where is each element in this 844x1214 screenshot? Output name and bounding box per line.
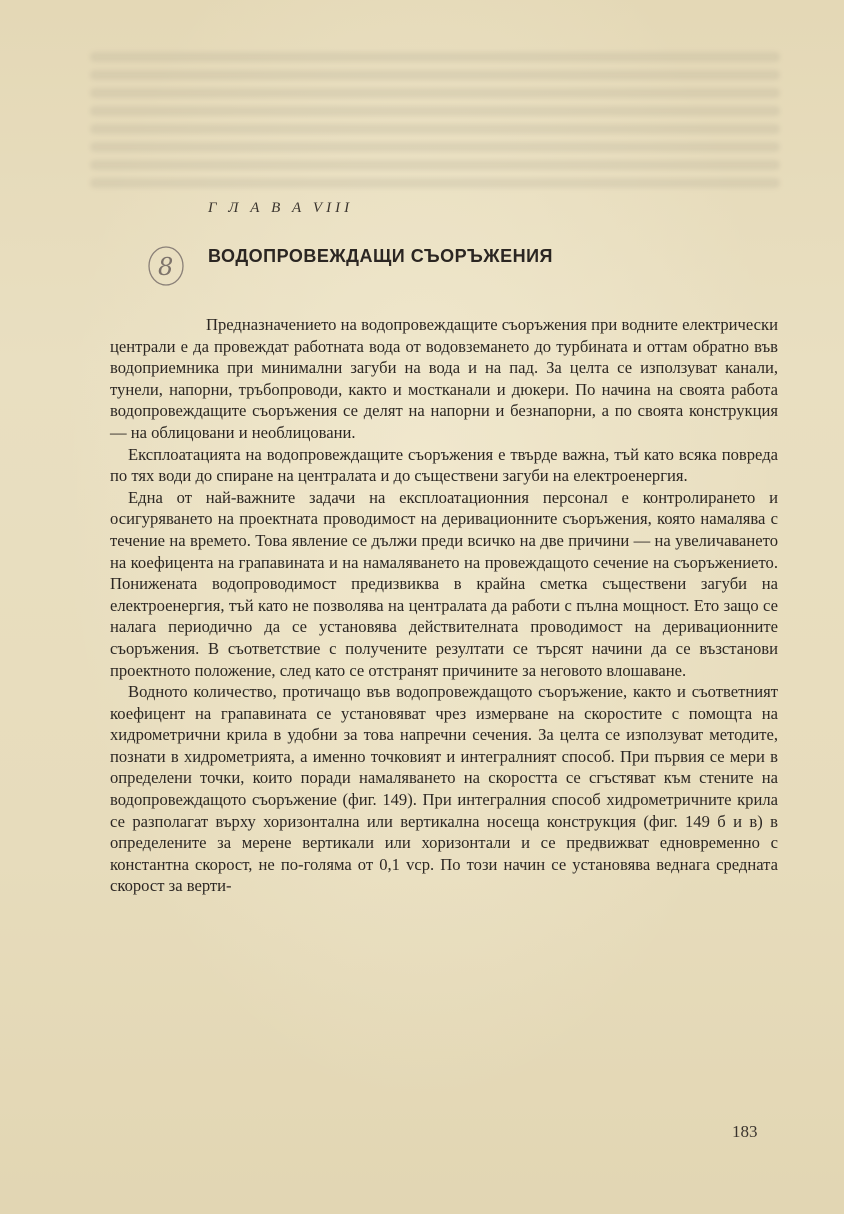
show-through-line: [90, 160, 780, 170]
handwritten-chapter-number-mark: [146, 244, 186, 288]
chapter-title: ВОДОПРОВЕЖДАЩИ СЪОРЪЖЕНИЯ: [208, 246, 553, 266]
paragraph: Експлоатацията на водопровеждащите съоръжения е твърде важна, тъй като всяка повреда по тях води до спиране на централата и до съществени загуби на електроенергия.: [110, 444, 778, 486]
paragraph: Водното количество, протичащо във водопровеждащото съоръжение, както и съответният коефицент на грапавината се установяват чрез измерване на скоростите с помощта на хидрометрични крила в удобни за това напречни сечения. За целта се използуват методите, познати в хидрометрията, а именно точковият и интегралният способ. При първия се мери в определени точки, които поради намаляването на скоростта се сгъстяват към стените на водопровеждащото съоръжение (фиг. 149). При интегралния способ хидрометричните крила се разполагат върху хоризонтална или вертикална носеща конструкция (фиг. 149 б и в) в определените за мерене вертикали или хоризонтали и се предвижват едновременно с константна скорост, не по-голяма от 0,1 vср. По този начин се установява веднага средната скорост за верти-: [110, 682, 778, 896]
show-through-line: [90, 88, 780, 98]
margin-note-number: 8: [158, 253, 174, 281]
show-through-line: [90, 178, 780, 188]
show-through-line: [90, 106, 780, 116]
paragraph: Една от най-важните задачи на експлоатационния персонал е контролирането и осигуряването на проектната проводимост на деривационните съоръжения, която намалява с течение на времето. Това явление се дължи преди всичко на две причини — на увеличаването на коефицента на грапавината и на намаляването на провеждащото сечение на съоръжението. Понижената водопроводимост предизвиква в крайна сметка съществени загуби на електроенергия, тъй като не позволява на централата да работи с пълна мощност. Ето защо се налага периодично да се установява действителната проводимост на деривационните съоръжения. В съответствие с получените резултати се търсят начини да се възстанови проектното положение, след като се отстранят причините за неговото влошаване.: [110, 487, 778, 680]
chapter-label: Г Л А В А VIII: [208, 200, 354, 216]
page-number: 183: [732, 1122, 758, 1141]
paragraph: Предназначението на водопровеждащите съоръжения при водните електрически централи е да провеждат работната вода от водовземането до турбината и оттам обратно във водоприемника при минимални загуби на вода и на пад. За целта се използуват канали, тунели, напорни, тръбопроводи, както и мостканали и дюкери. По начина на своята работа водопровеждащите съоръжения се делят на напорни и безнапорни, а по своята конструкция — на облицовани и необлицовани.: [110, 315, 778, 442]
show-through-line: [90, 142, 780, 152]
show-through-line: [90, 52, 780, 62]
show-through-line: [90, 124, 780, 134]
show-through-line: [90, 70, 780, 80]
body-text: [110, 314, 778, 897]
